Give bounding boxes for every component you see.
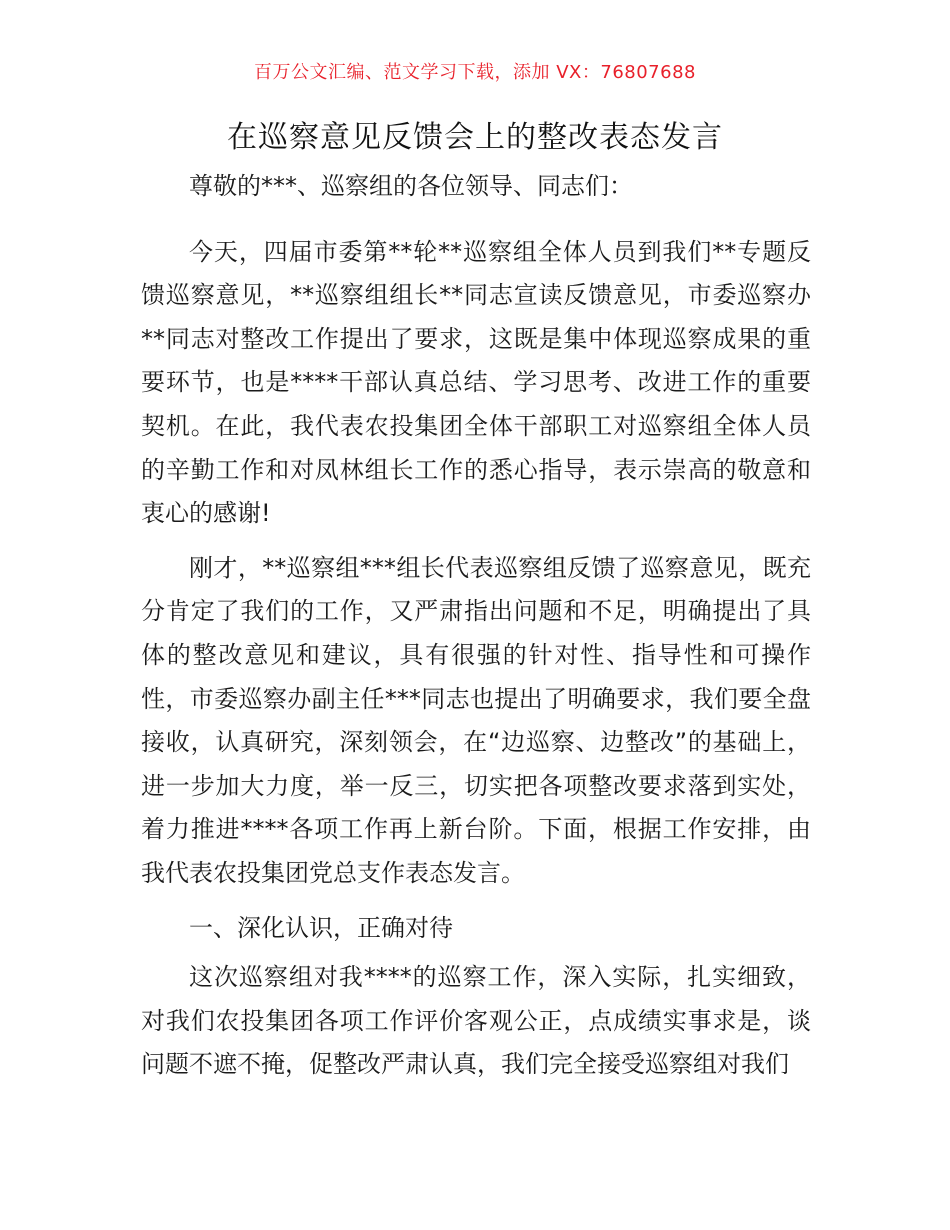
header-banner: 百万公文汇编、范文学习下载，添加 VX：76807688 — [254, 62, 696, 83]
body-paragraph-2: 刚才，**巡察组***组长代表巡察组反馈了巡察意见，既充分肯定了我们的工作，又严肃指出问题和不足，明确提出了具体的整改意见和建议，具有很强的针对性、指导性和可操作性，市委巡察办副主任***同志也提出了明确要求，我们要全盘接收，认真研究，深刻领会，在“边巡察、边整改”的基础上，进一步加大力度，举一反三，切实把各项整改要求落到实处，着力推进****各项工作再上新台阶。下面，根据工作安排，由我代表农投集团党总支作表态发言。 — [141, 553, 811, 887]
salutation: 尊敬的***、巡察组的各位领导、同志们： — [189, 172, 633, 200]
document-body — [141, 165, 811, 1098]
section-paragraph-1: 这次巡察组对我****的巡察工作，深入实际，扎实细致，对我们农投集团各项工作评价客观公正，点成绩实事求是，谈问题不遮不掩，促整改严肃认真，我们完全接受巡察组对我们 — [141, 963, 811, 1079]
section-heading-1: 一、深化认识，正确对待 — [189, 913, 453, 942]
body-paragraph-1: 今天，四届市委第**轮**巡察组全体人员到我们**专题反馈巡察意见，**巡察组组长**同志宣读反馈意见，市委巡察办**同志对整改工作提出了要求，这既是集中体现巡察成果的重要环节，也是****干部认真总结、学习思考、改进工作的重要契机。在此，我代表农投集团全体干部职工对巡察组全体人员的辛勤工作和对凤林组长工作的悉心指导，表示崇高的敬意和衷心的感谢! — [141, 237, 811, 528]
document-title: 在巡察意见反馈会上的整改表态发言 — [227, 120, 723, 155]
